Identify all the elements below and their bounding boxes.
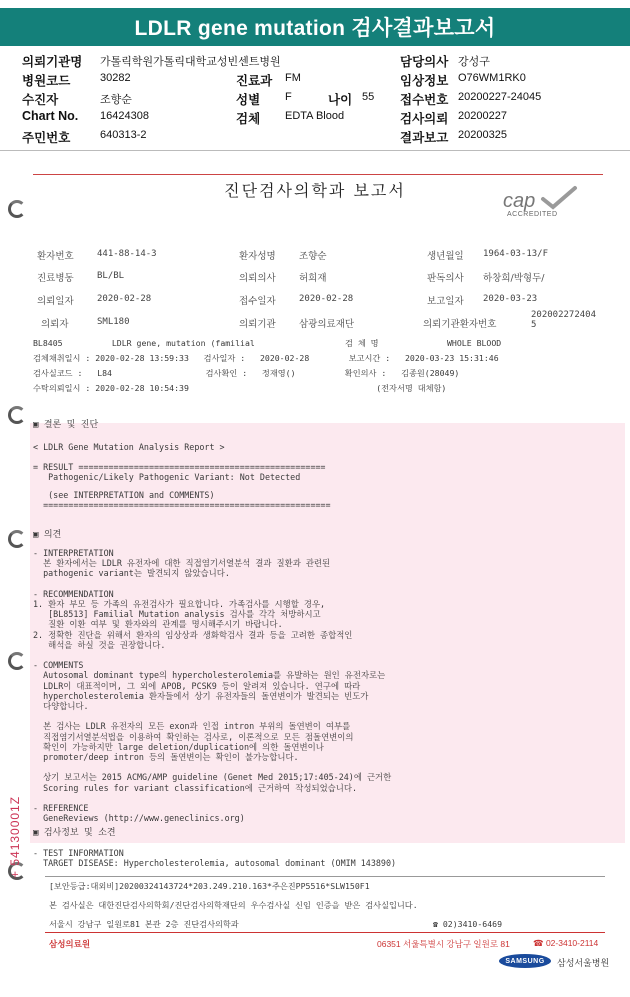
test-code-line: BL8405 LDLR gene, mutation (familial <box>33 338 255 348</box>
ward-label: 진료병동 <box>37 273 74 284</box>
chart-no-value: 16424308 <box>100 110 149 122</box>
opinion-line: Autosomal dominant type의 hypercholesterolemia를 유발하는 원인 유전자로는 <box>33 670 386 681</box>
sex-label: 성별 <box>236 93 261 107</box>
rcv-date-value: 2020-02-28 <box>299 294 354 304</box>
test-info-section-header: ▣ 검사정보 및 소견 <box>33 828 116 838</box>
examinee-label: 수진자 <box>22 93 59 107</box>
dob-value: 1964-03-13/F <box>483 249 549 259</box>
specimen-name-value: WHOLE BLOOD <box>447 338 502 348</box>
address-line: 서울시 강남구 일원로81 본관 2층 진단검사의학과 <box>49 919 239 929</box>
punch-hole-icon <box>8 530 26 548</box>
opinion-line: - RECOMMENDATION <box>33 588 114 599</box>
request-org-label: 의뢰기관명 <box>22 55 83 69</box>
age-label: 나이 <box>328 93 353 107</box>
result-line: = RESULT ================================================= <box>33 462 326 472</box>
req-doc-value: 허희재 <box>299 273 327 284</box>
rrn-label: 주민번호 <box>22 131 71 145</box>
report-title-bar <box>0 8 630 46</box>
dept-value: FM <box>285 72 301 84</box>
opinion-line: [BL8513] Familial Mutation analysis 검사를 각각 처방하시고 <box>33 609 321 620</box>
patient-info-grid <box>5 168 625 338</box>
receipt-no-label: 접수번호 <box>400 93 449 107</box>
test-info-line: TARGET DISEASE: Hypercholesterolemia, autosomal dominant (OMIM 143890) <box>33 858 397 868</box>
opinion-line: - REFERENCE <box>33 803 89 813</box>
test-meta-line-2: 검체채취일시 : 2020-02-28 13:59:33 검사일자 : 2020-02-28 보고시간 : 2020-03-23 15:31:46 <box>33 353 499 363</box>
inst-no-value: 202002272404 5 <box>531 310 597 330</box>
security-line: [보안등급:대외비]20200324143724*203.249.210.163*주은진PP5516*SLW150F1 <box>49 881 370 891</box>
opinion-line: 1. 환자 부모 등 가족의 유전검사가 필요합니다. 가족검사를 시행할 경우, <box>33 599 326 609</box>
examinee-value: 조향순 <box>100 94 132 106</box>
req-org-label: 의뢰자 <box>41 319 69 330</box>
result-line: < LDLR Gene Mutation Analysis Report > <box>33 442 225 452</box>
req-date-value: 2020-02-28 <box>97 294 152 304</box>
read-doc-value: 하창희/박형두/ <box>483 273 545 284</box>
opinion-line: LDLR이 대표적이며, 그 외에 APOB, PCSK9 등이 알려져 있습니다. 연구에 따라 <box>33 680 361 691</box>
doctor-label: 담당의사 <box>400 55 449 69</box>
cap-logo: cap <box>503 190 536 212</box>
certification-line: 본 검사실은 대한진단검사의학회/진단검사의학재단의 우수검사실 신임 인증을 받은 검사실입니다. <box>49 900 418 910</box>
hospital-code-label: 병원코드 <box>22 74 71 88</box>
opinion-line: pathogenic variant는 발견되지 않았습니다. <box>33 568 230 579</box>
pid-value: 441-88-14-3 <box>97 249 157 259</box>
name-value: 조향순 <box>299 251 327 262</box>
result-section-header: ▣ 결론 및 진단 <box>33 420 99 430</box>
doctor-value: 강성구 <box>458 56 490 68</box>
opinion-line: GeneReviews (http://www.geneclinics.org) <box>33 813 245 824</box>
cap-accredited-label: ACCREDITED <box>507 211 558 218</box>
report-title: LDLR gene mutation 검사결과보고서 <box>134 17 496 40</box>
punch-hole-icon <box>8 406 26 424</box>
rep-date-value: 2020-03-23 <box>483 294 538 304</box>
request-date-label: 검사의뢰 <box>400 112 449 126</box>
specimen-label: 검체 <box>236 112 261 126</box>
scanned-report <box>5 168 625 988</box>
chart-no-label: Chart No. <box>22 109 79 123</box>
read-doc-label: 판독의사 <box>427 273 464 284</box>
opinion-line: 2. 정확한 진단을 위해서 환자의 임상상과 생화학검사 결과 등을 고려한 종합적인 <box>33 629 353 640</box>
footer-rule <box>45 876 605 877</box>
req-inst-label: 의뢰기관 <box>239 319 276 330</box>
specimen-name-label: 검 체 명 <box>345 338 379 348</box>
opinion-line: - COMMENTS <box>33 660 84 671</box>
name-label: 환자성명 <box>239 251 276 262</box>
result-line: (see INTERPRETATION and COMMENTS) <box>33 490 215 500</box>
stamp-number: + 54130001Z <box>8 795 22 878</box>
clinical-info-value: O76WM1RK0 <box>458 72 526 84</box>
sex-value: F <box>285 91 292 103</box>
clinical-info-label: 임상정보 <box>400 74 449 88</box>
req-doc-label: 의뢰의사 <box>239 273 276 284</box>
opinion-line: hypercholesterolemia 환자들에서 상기 유전자들의 돌연변이가 발견되는 빈도가 <box>33 690 369 701</box>
test-info-line: - TEST INFORMATION <box>33 848 124 858</box>
phone-line: ☎ 02)3410-6469 <box>433 919 503 929</box>
opinion-line: Scoring rules for variant classification에 근거하여 작성되었습니다. <box>33 782 357 793</box>
receipt-no-value: 20200227-24045 <box>458 91 542 103</box>
hospital-phone: ☎ 02-3410-2114 <box>533 938 599 948</box>
opinion-line: 상기 보고서는 2015 ACMG/AMP guideline (Genet Med 2015;17:405-24)에 근거한 <box>33 772 392 783</box>
header-divider <box>0 150 630 151</box>
report-date-value: 20200325 <box>458 129 507 141</box>
hospital-address: 06351 서울특별시 강남구 일원로 81 <box>377 939 510 949</box>
req-org-value: SML180 <box>97 317 130 327</box>
rep-date-label: 보고일자 <box>427 296 464 307</box>
result-line: ========================================================= <box>33 500 331 510</box>
footer-red-rule <box>45 932 605 933</box>
opinion-line: 본 검사는 LDLR 유전자의 모든 exon과 인접 intron 부위의 돌연변이 여부를 <box>33 721 351 732</box>
punch-hole-icon <box>8 652 26 670</box>
opinion-line: - INTERPRETATION <box>33 548 114 558</box>
opinion-line: 해석을 하실 것을 권장합니다. <box>33 639 166 650</box>
pid-label: 환자번호 <box>37 251 74 262</box>
report-date-label: 결과보고 <box>400 131 449 145</box>
age-value: 55 <box>362 91 375 103</box>
samsung-hospital-name: 삼성서울병원 <box>557 958 610 968</box>
request-org-value: 가톨릭학원가톨릭대학교성빈센트병원 <box>100 56 281 68</box>
specimen-value: EDTA Blood <box>285 110 345 122</box>
test-meta-line-3: 검사실코드 : L84 검사확인 : 정재영() 확인의사 : 김종원(28049) <box>33 368 460 378</box>
scan-title: 진단검사의학과 보고서 <box>224 181 406 200</box>
opinion-line: 확인이 가능하지만 large deletion/duplication에 의한 돌연변이나 <box>33 741 324 752</box>
opinion-line: 다양합니다. <box>33 701 89 711</box>
req-inst-value: 삼광의료재단 <box>299 319 355 330</box>
opinion-line: 직접염기서열분석법을 이용하여 확인하는 검사로, 이론적으로 모든 점돌연변이의 <box>33 731 354 742</box>
opinion-line: 본 환자에서는 LDLR 유전자에 대한 직접염기서열분석 결과 질환과 관련된 <box>33 558 331 569</box>
opinion-line: promoter/deep intron 등의 돌연변이는 확인이 불가능합니다. <box>33 752 299 762</box>
rrn-value: 640313-2 <box>100 129 147 141</box>
req-date-label: 의뢰일자 <box>37 296 74 307</box>
dob-label: 생년월일 <box>427 251 464 262</box>
inst-no-label: 의뢰기관환자번호 <box>423 319 497 330</box>
opinion-line: 질환 이환 여부 및 환자와의 관계를 명시해주시기 바랍니다. <box>33 619 283 630</box>
hospital-code-value: 30282 <box>100 72 131 84</box>
result-line: Pathogenic/Likely Pathogenic Variant: Not Detected <box>33 472 301 482</box>
dept-label: 진료과 <box>236 74 273 88</box>
opinion-section-header: ▣ 의견 <box>33 530 62 540</box>
ward-value: BL/BL <box>97 271 125 281</box>
samsung-logo: SAMSUNG <box>499 954 551 968</box>
hospital-name-left: 삼성의료원 <box>49 939 91 949</box>
rcv-date-label: 접수일자 <box>239 296 276 307</box>
test-meta-line-4: 수탁의뢰일시 : 2020-02-28 10:54:39 (전자서명 대체함) <box>33 383 447 393</box>
request-date-value: 20200227 <box>458 110 507 122</box>
